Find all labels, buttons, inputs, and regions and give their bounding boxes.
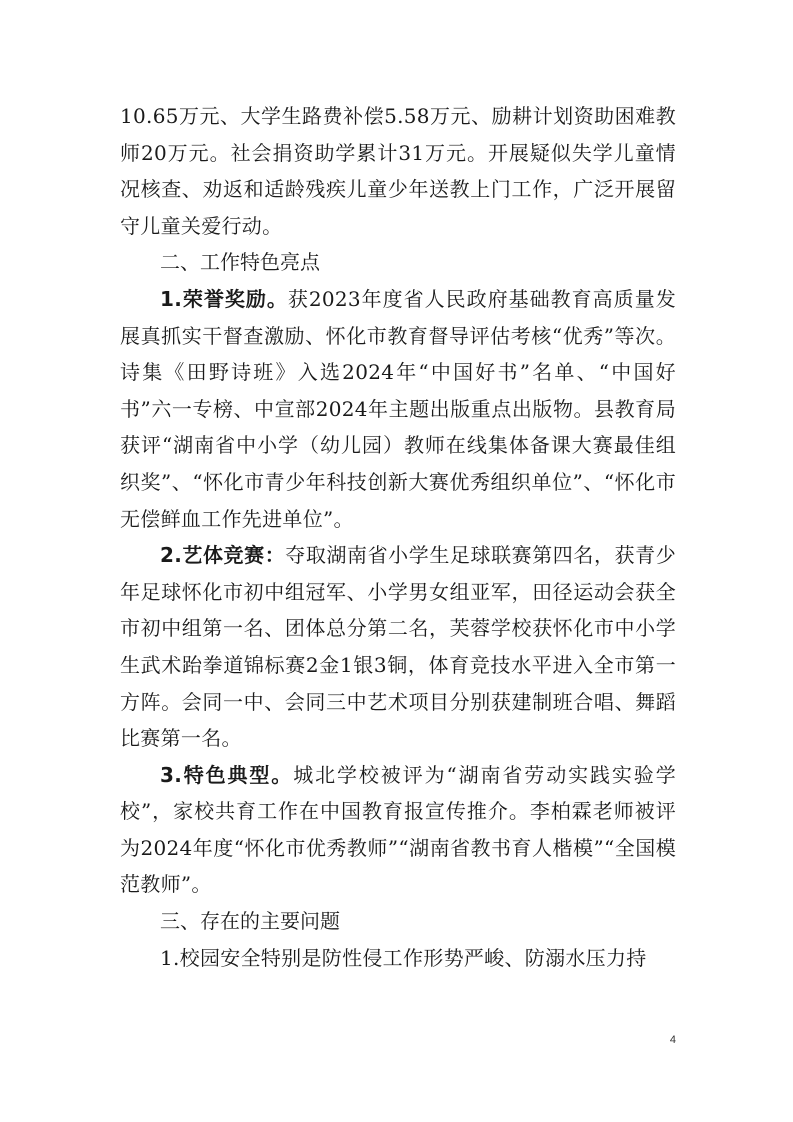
section-heading-problems: 三、存在的主要问题 [160, 909, 340, 934]
intro-paragraph: 10.65万元、大学生路费补偿5.58万元、励耕计划资助困难教师20万元。社会捐资助学累计31万元。开展疑似失学儿童情况核查、劝返和适龄残疾儿童少年送教上门工作，广泛开展留守儿童关爱行动。 [120, 104, 676, 238]
paragraph-sports-arts-body: 夺取湖南省小学生足球联赛第四名，获青少年足球怀化市初中组冠军、小学男女组亚军，田径运动会获全市初中组第一名、团体总分第二名，芙蓉学校获怀化市中小学生武术跆拳道锦标赛2金1银3铜，体育竞技水平进入全市第一方阵。会同一中、会同三中艺术项目分别获建制班合唱、舞蹈比赛第一名。 [120, 543, 677, 751]
document-page [120, 98, 676, 976]
paragraph-sports-arts-lead: 2.艺体竞赛： [160, 543, 286, 568]
section-heading-highlights: 二、工作特色亮点 [160, 250, 320, 275]
paragraph-honors-body: 获2023年度省人民政府基础教育高质量发展真抓实干督查激励、怀化市教育督导评估考核“优秀”等次。诗集《田野诗班》入选2024年“中国好书”名单、“中国好书”六一专榜、中宣部2024年主题出版重点出版物。县教育局获评“湖南省中小学（幼儿园）教师在线集体备课大赛最佳组织奖”、“怀化市青少年科技创新大赛优秀组织单位”、“怀化市无偿鲜血工作先进单位”。 [120, 286, 676, 531]
paragraph-featured-models-lead: 3.特色典型。 [160, 762, 294, 787]
paragraph-featured-models [120, 757, 676, 903]
paragraph-honors [120, 281, 676, 537]
page-number: 4 [669, 1034, 676, 1046]
paragraph-sports-arts [120, 537, 676, 757]
paragraph-featured-models-body: 城北学校被评为“湖南省劳动实践实验学校”，家校共育工作在中国教育报宣传推介。李柏霖老师被评为2024年度“怀化市优秀教师”“湖南省教书育人楷模”“全国模范教师”。 [120, 762, 676, 897]
paragraph-honors-lead: 1.荣誉奖励。 [160, 286, 288, 311]
paragraph-problem-1: 1.校园安全特别是防性侵工作形势严峻、防溺水压力持 [160, 945, 647, 970]
